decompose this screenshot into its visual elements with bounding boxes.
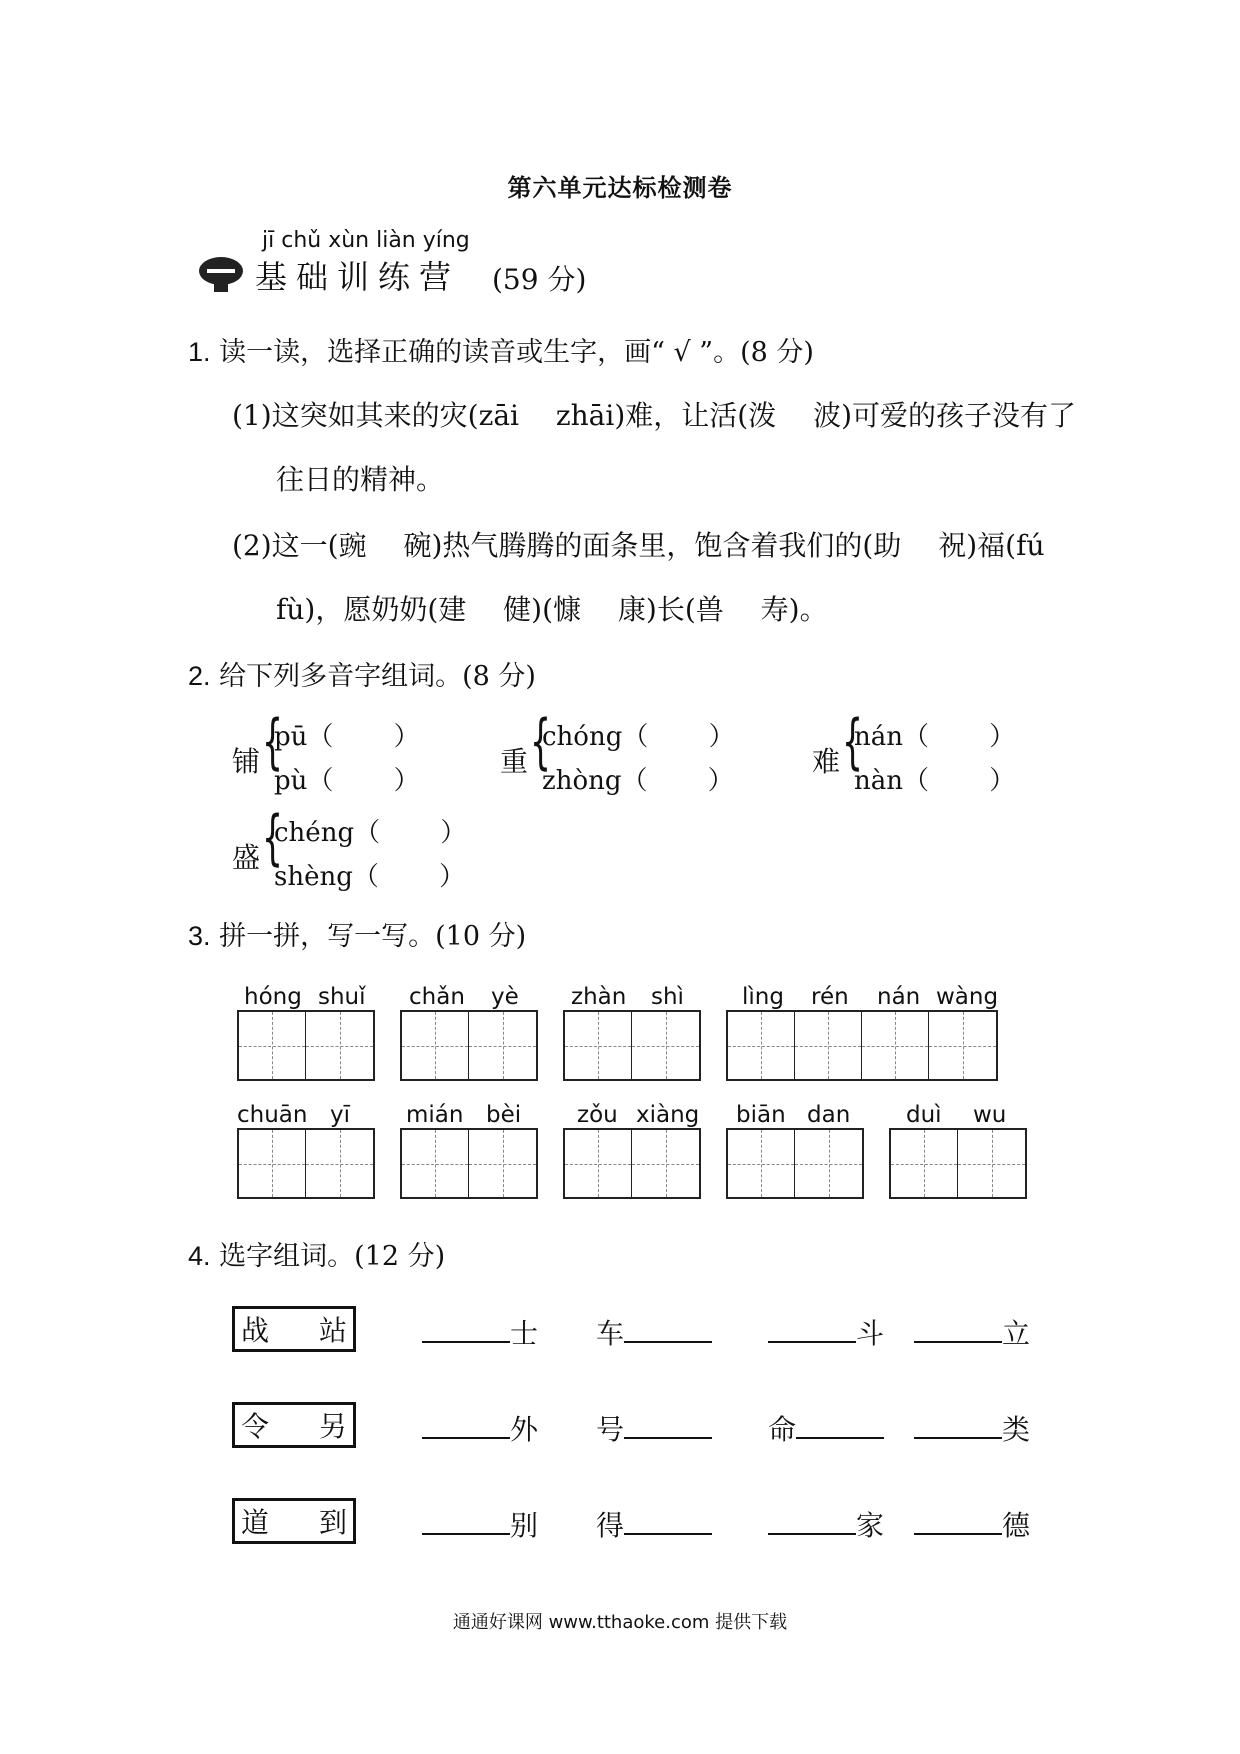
choice-char: 站	[318, 1314, 347, 1347]
q3-text: 拼一拼，写一写。(10 分)	[219, 921, 527, 952]
answer-blank[interactable]	[624, 1411, 712, 1439]
answer-blank[interactable]	[768, 1315, 856, 1343]
writing-grid[interactable]	[400, 1128, 538, 1199]
pinyin-label: xiàng	[636, 1102, 700, 1128]
pinyin-label: wu	[973, 1102, 1007, 1128]
grid-cell[interactable]	[795, 1012, 862, 1079]
writing-grid[interactable]	[563, 1128, 701, 1199]
polyphone-reading-b: pù（ ）	[274, 766, 420, 796]
answer-blank[interactable]	[422, 1411, 510, 1439]
polyphone-reading-b: zhòng（ ）	[542, 766, 734, 796]
grid-cell[interactable]	[929, 1012, 996, 1079]
pinyin-label: hóng	[244, 984, 302, 1010]
polyphone-char: 难	[812, 745, 841, 778]
fill-word: 车	[596, 1312, 712, 1352]
pinyin-label: chuān	[237, 1102, 308, 1128]
grid-cell[interactable]	[728, 1130, 795, 1197]
footer-credit: 通通好课网 www.tthaoke.com 提供下载	[452, 1612, 788, 1633]
q4-header	[188, 1234, 445, 1273]
polyphone-char: 重	[500, 745, 529, 778]
q2-header	[188, 654, 536, 693]
grid-cell[interactable]	[958, 1130, 1025, 1197]
q3-header	[188, 914, 526, 953]
fill-word: 得	[596, 1504, 712, 1544]
fill-word: 类	[914, 1408, 1030, 1448]
writing-grid[interactable]	[889, 1128, 1027, 1199]
pinyin-label: chǎn	[409, 984, 465, 1010]
fill-word: 德	[914, 1504, 1030, 1544]
pinyin-label: biān	[736, 1102, 786, 1128]
choice-char: 道	[241, 1506, 270, 1539]
grid-cell[interactable]	[402, 1130, 469, 1197]
grid-cell[interactable]	[565, 1012, 632, 1079]
choice-box	[232, 1306, 356, 1352]
pinyin-label: yī	[330, 1102, 351, 1128]
section-badge-icon	[198, 256, 244, 292]
pinyin-label: dan	[807, 1102, 851, 1128]
pinyin-label: shì	[651, 984, 684, 1010]
choice-char: 到	[318, 1506, 347, 1539]
answer-blank[interactable]	[914, 1411, 1002, 1439]
polyphone-reading-b: nàn（ ）	[854, 766, 1016, 796]
grid-cell[interactable]	[306, 1130, 373, 1197]
grid-cell[interactable]	[862, 1012, 929, 1079]
q2-text: 给下列多音字组词。(8 分)	[219, 661, 536, 692]
brace-icon: {	[262, 803, 284, 873]
pinyin-label: nán	[877, 984, 921, 1010]
grid-cell[interactable]	[469, 1130, 536, 1197]
choice-box	[232, 1402, 356, 1448]
q1-number: 1.	[188, 337, 211, 367]
fill-word: 家	[768, 1504, 884, 1544]
answer-blank[interactable]	[624, 1507, 712, 1535]
choice-char: 另	[318, 1410, 347, 1443]
grid-cell[interactable]	[632, 1130, 699, 1197]
polyphone-char: 盛	[232, 841, 261, 874]
q1-header	[188, 330, 814, 369]
q1-p2-line2: fù)，愿奶奶(建 健)(慷 康)长(兽 寿)。	[276, 593, 828, 626]
writing-grid[interactable]	[400, 1010, 538, 1081]
writing-grid[interactable]	[726, 1128, 864, 1199]
section-title: 基础训练营	[255, 258, 461, 296]
polyphone-char: 铺	[232, 745, 261, 778]
fill-word: 立	[914, 1312, 1030, 1352]
q2-number: 2.	[188, 661, 211, 691]
grid-cell[interactable]	[565, 1130, 632, 1197]
choice-char: 令	[241, 1410, 270, 1443]
polyphone-reading-a: pū（ ）	[274, 722, 420, 752]
pinyin-label: wàng	[936, 984, 999, 1010]
grid-cell[interactable]	[239, 1130, 306, 1197]
pinyin-label: mián	[406, 1102, 464, 1128]
answer-blank[interactable]	[422, 1507, 510, 1535]
brace-icon: {	[530, 707, 552, 777]
answer-blank[interactable]	[914, 1315, 1002, 1343]
pinyin-label: shuǐ	[318, 984, 366, 1010]
fill-word: 别	[422, 1504, 538, 1544]
writing-grid[interactable]	[237, 1128, 375, 1199]
answer-blank[interactable]	[796, 1411, 884, 1439]
polyphone-reading-a: nán（ ）	[854, 722, 1016, 752]
answer-blank[interactable]	[914, 1507, 1002, 1535]
pinyin-label: zǒu	[577, 1102, 618, 1128]
grid-cell[interactable]	[891, 1130, 958, 1197]
polyphone-reading-a: chéng（ ）	[274, 818, 467, 848]
q4-text: 选字组词。(12 分)	[219, 1241, 446, 1272]
writing-grid[interactable]	[726, 1010, 998, 1081]
q1-p1-line2: 往日的精神。	[276, 463, 445, 496]
grid-cell[interactable]	[632, 1012, 699, 1079]
fill-word: 号	[596, 1408, 712, 1448]
grid-cell[interactable]	[795, 1130, 862, 1197]
choice-box	[232, 1498, 356, 1544]
choice-char: 战	[241, 1314, 270, 1347]
grid-cell[interactable]	[728, 1012, 795, 1079]
writing-grid[interactable]	[563, 1010, 701, 1081]
answer-blank[interactable]	[768, 1507, 856, 1535]
answer-blank[interactable]	[624, 1315, 712, 1343]
fill-word: 斗	[768, 1312, 884, 1352]
brace-icon: {	[842, 707, 864, 777]
pinyin-label: duì	[906, 1102, 942, 1128]
fill-word: 外	[422, 1408, 538, 1448]
section-score: (59 分)	[492, 263, 587, 296]
section-pinyin: jī chǔ xùn liàn yíng	[262, 228, 470, 253]
q1-p2-line1: (2)这一(豌 碗)热气腾腾的面条里，饱含着我们的(助 祝)福(fú	[232, 529, 1045, 562]
grid-cell[interactable]	[306, 1012, 373, 1079]
grid-cell[interactable]	[469, 1012, 536, 1079]
brace-icon: {	[262, 707, 284, 777]
polyphone-reading-b: shèng（ ）	[274, 862, 466, 892]
answer-blank[interactable]	[422, 1315, 510, 1343]
grid-cell[interactable]	[239, 1012, 306, 1079]
page-title: 第六单元达标检测卷	[507, 173, 733, 202]
q1-text: 读一读，选择正确的读音或生字，画“ √ ”。(8 分)	[219, 337, 814, 368]
writing-grid[interactable]	[237, 1010, 375, 1081]
fill-word: 士	[422, 1312, 538, 1352]
pinyin-label: lìng	[742, 984, 784, 1010]
q1-p1-line1: (1)这突如其来的灾(zāi zhāi)难，让活(泼 波)可爱的孩子没有了	[232, 399, 1076, 432]
pinyin-label: bèi	[486, 1102, 522, 1128]
fill-word: 命	[768, 1408, 884, 1448]
q4-number: 4.	[188, 1241, 211, 1271]
q3-number: 3.	[188, 921, 211, 951]
pinyin-label: zhàn	[571, 984, 627, 1010]
pinyin-label: yè	[491, 984, 519, 1010]
polyphone-reading-a: chóng（ ）	[542, 722, 735, 752]
pinyin-label: rén	[811, 984, 849, 1010]
grid-cell[interactable]	[402, 1012, 469, 1079]
